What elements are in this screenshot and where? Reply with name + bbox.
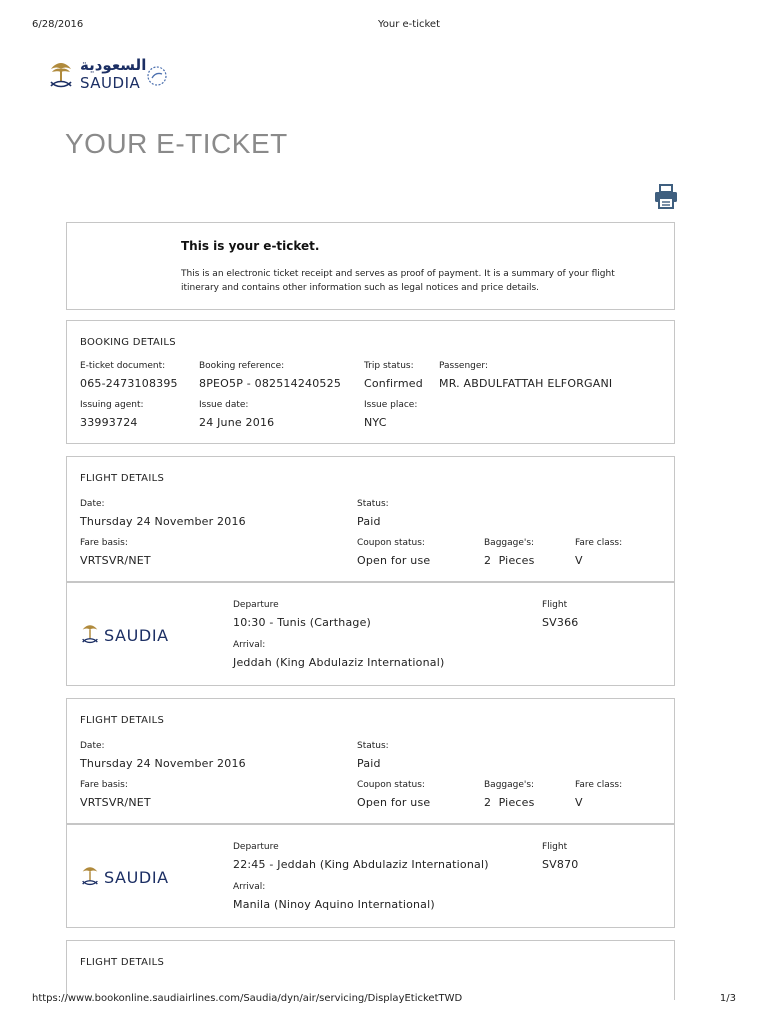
baggage-value: 2 Pieces — [484, 554, 535, 567]
date-value: Thursday 24 November 2016 — [80, 757, 246, 770]
status-value: Paid — [357, 757, 381, 770]
arrival-value: Manila (Ninoy Aquino International) — [233, 898, 435, 911]
fare-class-label: Fare class: — [575, 538, 623, 548]
print-title: Your e-ticket — [378, 19, 440, 30]
palm-emblem-icon — [80, 865, 100, 887]
coupon-status-value: Open for use — [357, 796, 431, 809]
coupon-status-label: Coupon status: — [357, 538, 425, 548]
fare-class-value: V — [575, 554, 583, 567]
airline-logo — [80, 623, 184, 647]
issue-place-label: Issue place: — [364, 400, 418, 410]
coupon-status-label: Coupon status: — [357, 780, 425, 790]
flight-label: Flight — [542, 600, 568, 610]
saudia-logo[interactable] — [48, 56, 178, 92]
baggage-value: 2 Pieces — [484, 796, 535, 809]
status-label: Status: — [357, 499, 389, 509]
baggage-label: Baggage's: — [484, 780, 535, 790]
brand-arabic-name: السعودية — [80, 56, 147, 74]
airline-name: SAUDIA — [104, 868, 169, 887]
flight-details-panel-2 — [66, 698, 675, 824]
booking-details-title: BOOKING DETAILS — [80, 337, 176, 348]
print-header — [0, 0, 768, 40]
date-label: Date: — [80, 499, 105, 509]
fare-basis-value: VRTSVR/NET — [80, 796, 151, 809]
flight-details-title: FLIGHT DETAILS — [80, 715, 165, 726]
print-page-number: 1/3 — [719, 993, 736, 1004]
trip-status-value: Confirmed — [364, 377, 423, 390]
flight-segment-2 — [66, 824, 675, 928]
palm-emblem-icon — [48, 60, 74, 90]
brand-latin-name: SAUDIA — [80, 74, 141, 92]
passenger-value: MR. ABDULFATTAH ELFORGANI — [439, 377, 613, 390]
print-date: 6/28/2016 — [32, 19, 84, 30]
booking-details-panel — [66, 320, 675, 444]
flight-number-value: SV870 — [542, 858, 579, 871]
trip-status-label: Trip status: — [364, 361, 414, 371]
arrival-value: Jeddah (King Abdulaziz International) — [233, 656, 445, 669]
status-label: Status: — [357, 741, 389, 751]
print-button[interactable] — [654, 184, 678, 210]
date-label: Date: — [80, 741, 105, 751]
fare-basis-value: VRTSVR/NET — [80, 554, 151, 567]
airline-logo — [80, 865, 184, 889]
departure-value: 22:45 - Jeddah (King Abdulaziz International) — [233, 858, 489, 871]
page-title: YOUR E-TICKET — [65, 128, 288, 159]
passenger-label: Passenger: — [439, 361, 488, 371]
flight-details-panel-1 — [66, 456, 675, 582]
palm-emblem-icon — [80, 623, 100, 645]
flight-details-title: FLIGHT DETAILS — [80, 473, 165, 484]
arrival-label: Arrival: — [233, 882, 266, 892]
print-url: https://www.bookonline.saudiairlines.com/Saudia/dyn/air/servicing/DisplayEticketTWD — [32, 993, 463, 1004]
fare-basis-label: Fare basis: — [80, 780, 128, 790]
flight-label: Flight — [542, 842, 568, 852]
issue-place-value: NYC — [364, 416, 387, 429]
eticket-label: E-ticket document: — [80, 361, 166, 371]
departure-value: 10:30 - Tunis (Carthage) — [233, 616, 372, 629]
coupon-status-value: Open for use — [357, 554, 431, 567]
departure-label: Departure — [233, 600, 279, 610]
baggage-label: Baggage's: — [484, 538, 535, 548]
date-value: Thursday 24 November 2016 — [80, 515, 246, 528]
intro-heading: This is your e-ticket. — [181, 239, 320, 253]
flight-details-panel-3 — [66, 940, 675, 1000]
airline-name: SAUDIA — [104, 626, 169, 645]
arrival-label: Arrival: — [233, 640, 266, 650]
issuing-agent-value: 33993724 — [80, 416, 138, 429]
eticket-value: 065-2473108395 — [80, 377, 178, 390]
booking-ref-value: 8PEO5P - 082514240525 — [199, 377, 342, 390]
flight-details-title: FLIGHT DETAILS — [80, 957, 165, 968]
intro-text: This is an electronic ticket receipt and serves as proof of payment. It is a summary of your flight itinerary and contains other information such as legal notices and price details. — [181, 269, 615, 293]
issue-date-value: 24 June 2016 — [199, 416, 275, 429]
intro-panel — [66, 222, 675, 310]
departure-label: Departure — [233, 842, 279, 852]
printer-icon — [654, 184, 678, 210]
flight-segment-1 — [66, 582, 675, 686]
issuing-agent-label: Issuing agent: — [80, 400, 144, 410]
print-footer — [0, 992, 768, 1024]
flight-number-value: SV366 — [542, 616, 579, 629]
fare-class-label: Fare class: — [575, 780, 623, 790]
skyteam-icon — [146, 65, 168, 87]
issue-date-label: Issue date: — [199, 400, 249, 410]
fare-class-value: V — [575, 796, 583, 809]
fare-basis-label: Fare basis: — [80, 538, 128, 548]
booking-ref-label: Booking reference: — [199, 361, 285, 371]
status-value: Paid — [357, 515, 381, 528]
